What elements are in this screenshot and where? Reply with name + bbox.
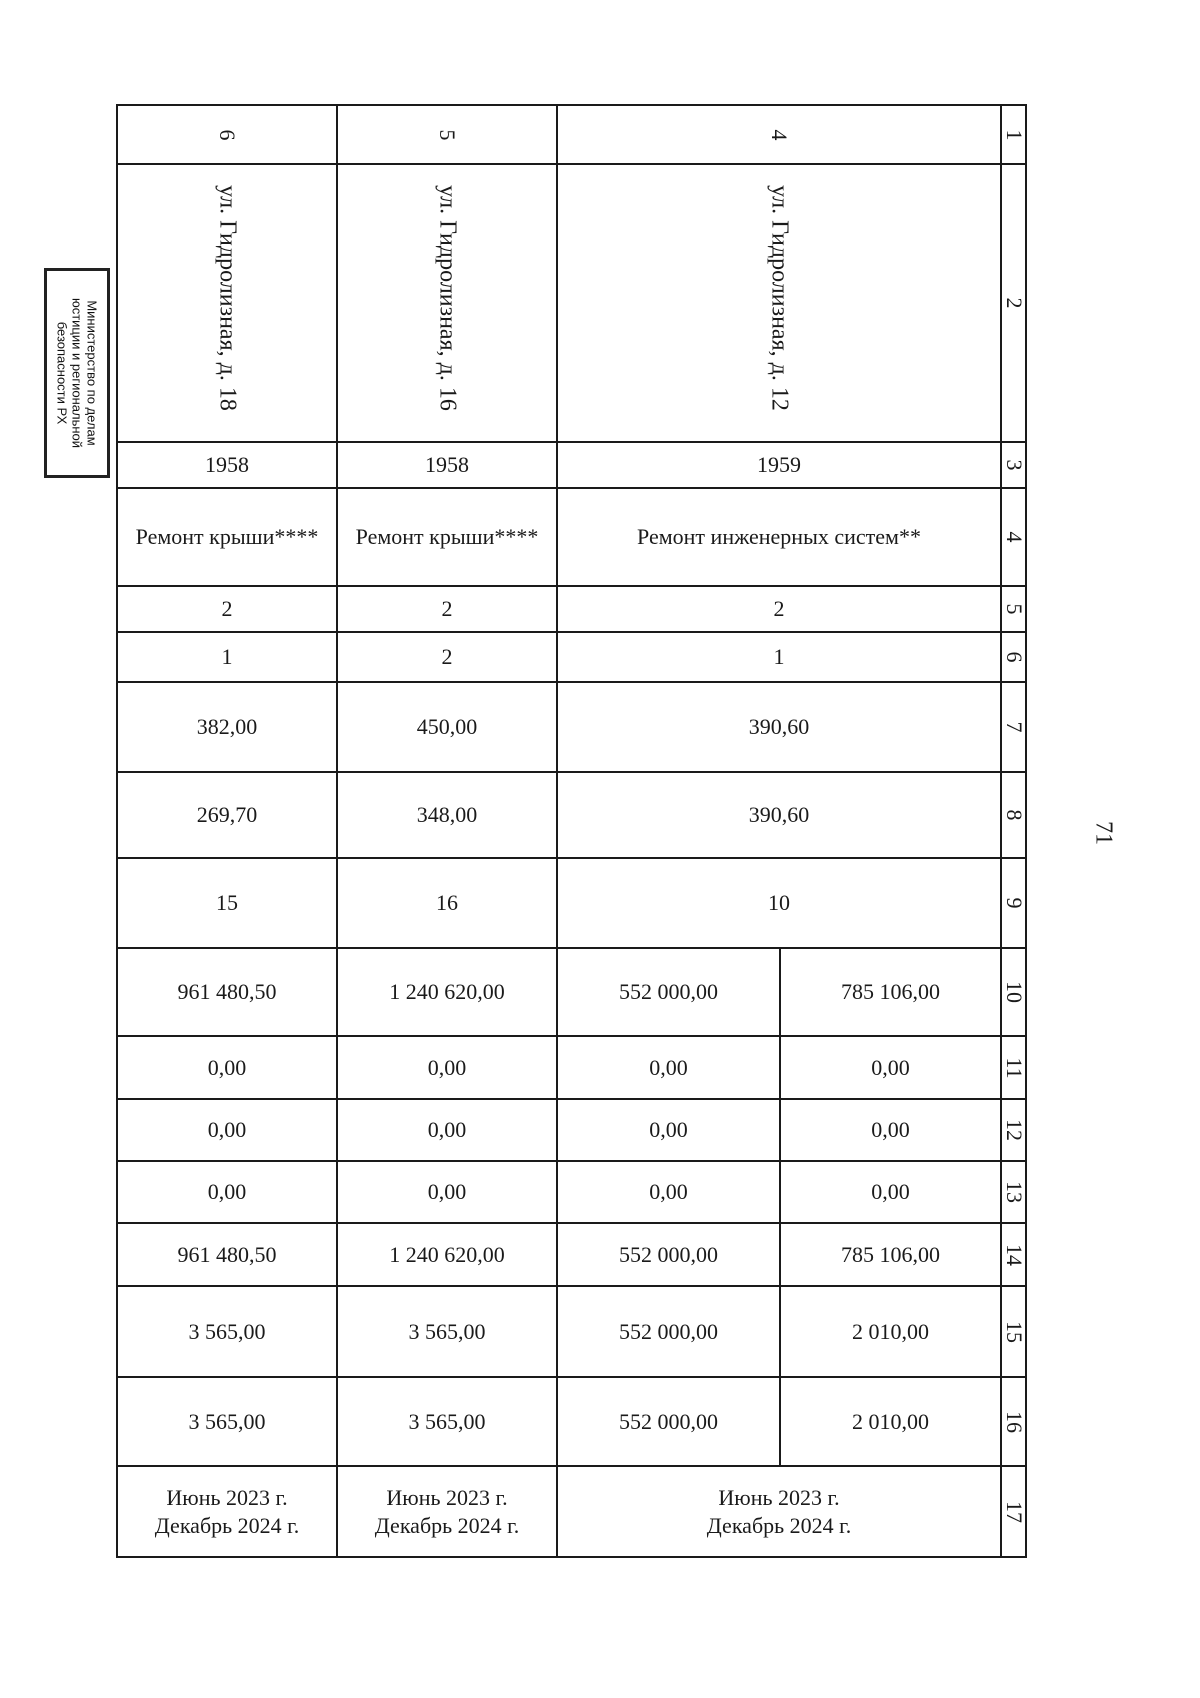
page-number: 71 xyxy=(1090,821,1117,845)
table-cell: 0,00 xyxy=(871,1179,910,1204)
cell-text: 8 xyxy=(1001,809,1027,821)
row-number xyxy=(1002,683,1025,771)
row-number xyxy=(1002,587,1025,631)
table-cell: 0,00 xyxy=(207,1117,247,1142)
row-number xyxy=(1002,1037,1025,1098)
column-number xyxy=(558,106,1000,163)
row-number xyxy=(1002,165,1025,441)
year-cell: 1958 xyxy=(205,452,249,477)
cell-text: 12 xyxy=(1001,1119,1027,1141)
period-cell xyxy=(338,1467,556,1556)
table-cell: 1 xyxy=(773,644,785,669)
table-cell: 2 010,00 xyxy=(852,1408,929,1434)
row-number xyxy=(1002,106,1025,163)
cell-text: 9 xyxy=(1001,897,1027,909)
table-cell: 0,00 xyxy=(207,1179,247,1204)
table-cell: 0,00 xyxy=(871,1117,910,1142)
period-end: Декабрь 2024 г. xyxy=(154,1512,300,1538)
period-cell xyxy=(118,1467,336,1556)
table-cell: 0,00 xyxy=(427,1179,467,1204)
row-number xyxy=(1002,489,1025,585)
row-number xyxy=(1002,443,1025,487)
table-cell: 552 000,00 xyxy=(619,979,718,1004)
cell-text: 11 xyxy=(1001,1056,1027,1079)
cell-text: 3 xyxy=(1001,459,1027,471)
table-cell: 3 565,00 xyxy=(408,1408,486,1434)
cell-text: 4 xyxy=(767,129,792,140)
table-cell: 390,60 xyxy=(748,714,810,739)
table-cell: 2 xyxy=(441,596,453,621)
column-number xyxy=(338,106,556,163)
cell-text: ул. Гидролизная, д. 12 xyxy=(766,185,793,411)
table-cell: 16 xyxy=(436,890,458,915)
address-cell xyxy=(338,165,556,441)
table-cell: 3 565,00 xyxy=(188,1408,266,1434)
cell-text: ул. Гидролизная, д. 16 xyxy=(434,185,461,411)
table-cell: 552 000,00 xyxy=(619,1408,718,1434)
column-number xyxy=(118,106,336,163)
stamp-line: Министерство по делам xyxy=(84,300,100,446)
cell-text: 15 xyxy=(1001,1320,1027,1343)
period-start: Июнь 2023 г. xyxy=(718,1484,840,1510)
address-cell xyxy=(558,165,1000,441)
table-cell: 0,00 xyxy=(427,1117,467,1142)
table-cell: 3 565,00 xyxy=(408,1318,486,1344)
cell-text: 6 xyxy=(215,129,240,140)
table-cell: 269,70 xyxy=(196,802,258,827)
cell-text: 5 xyxy=(1001,603,1027,615)
table-cell: 0,00 xyxy=(207,1054,247,1080)
work-type-cell: Ремонт крыши**** xyxy=(355,524,539,549)
row-number xyxy=(1002,773,1025,857)
table-cell: 0,00 xyxy=(649,1117,688,1142)
year-cell: 1958 xyxy=(425,452,469,477)
row-number xyxy=(1002,633,1025,681)
cell-text: 2 xyxy=(1001,297,1027,309)
period-start: Июнь 2023 г. xyxy=(386,1484,508,1510)
row-number xyxy=(1002,1378,1025,1465)
row-number xyxy=(1002,1224,1025,1285)
table-border xyxy=(118,1556,1027,1558)
year-cell: 1959 xyxy=(757,452,801,477)
cell-text: 5 xyxy=(435,129,460,140)
cell-text: 1 xyxy=(1001,129,1027,140)
cell-text: 10 xyxy=(1001,981,1027,1003)
cell-text: 4 xyxy=(1001,531,1027,543)
period-cell xyxy=(558,1467,1000,1556)
stamp-line: безопасности РХ xyxy=(54,321,70,425)
table-cell: 2 xyxy=(441,644,453,669)
table-cell: 785 106,00 xyxy=(841,1241,940,1267)
table-cell: 961 480,50 xyxy=(177,1241,277,1267)
table-cell: 15 xyxy=(216,890,238,915)
table-cell: 961 480,50 xyxy=(177,979,277,1004)
row-number xyxy=(1002,1287,1025,1376)
table-cell: 0,00 xyxy=(649,1179,688,1204)
table-cell: 382,00 xyxy=(196,714,258,739)
table-cell: 0,00 xyxy=(871,1054,910,1080)
row-number xyxy=(1002,859,1025,947)
address-cell xyxy=(118,165,336,441)
table-cell: 3 565,00 xyxy=(188,1318,266,1344)
table-cell: 552 000,00 xyxy=(619,1241,718,1267)
period-end: Декабрь 2024 г. xyxy=(374,1512,520,1538)
cell-text: ул. Гидролизная, д. 18 xyxy=(214,185,241,411)
table-cell: 2 xyxy=(773,596,785,621)
work-type-cell: Ремонт инженерных систем** xyxy=(637,524,921,549)
cell-text: 13 xyxy=(1001,1181,1027,1203)
period-start: Июнь 2023 г. xyxy=(166,1484,288,1510)
table-cell: 1 xyxy=(221,644,233,669)
table-cell: 2 xyxy=(221,596,233,621)
cell-text: 16 xyxy=(1001,1410,1027,1433)
cell-text: 17 xyxy=(1001,1500,1027,1523)
stamp-text xyxy=(55,273,100,473)
table-cell: 785 106,00 xyxy=(841,979,940,1004)
row-number xyxy=(1002,1467,1025,1556)
ministry-stamp xyxy=(44,268,110,478)
stamp-line: юстиции и региональной xyxy=(69,297,85,449)
table-cell: 348,00 xyxy=(416,802,478,827)
period-end: Декабрь 2024 г. xyxy=(706,1512,852,1538)
table-cell: 1 240 620,00 xyxy=(389,979,505,1004)
table-cell: 10 xyxy=(768,890,790,915)
table-cell: 0,00 xyxy=(427,1054,467,1080)
table-cell: 390,60 xyxy=(748,802,810,827)
table-cell: 2 010,00 xyxy=(852,1318,929,1344)
table-cell: 0,00 xyxy=(649,1054,688,1080)
row-number xyxy=(1002,1162,1025,1222)
cell-text: 6 xyxy=(1001,651,1027,663)
cell-text: 7 xyxy=(1001,721,1027,733)
work-type-cell: Ремонт крыши**** xyxy=(135,524,319,549)
table-cell: 552 000,00 xyxy=(619,1318,718,1344)
row-number xyxy=(1002,1100,1025,1160)
table-cell: 450,00 xyxy=(416,714,478,739)
row-number xyxy=(1002,949,1025,1035)
table-cell: 1 240 620,00 xyxy=(389,1241,505,1267)
cell-text: 14 xyxy=(1001,1243,1027,1266)
